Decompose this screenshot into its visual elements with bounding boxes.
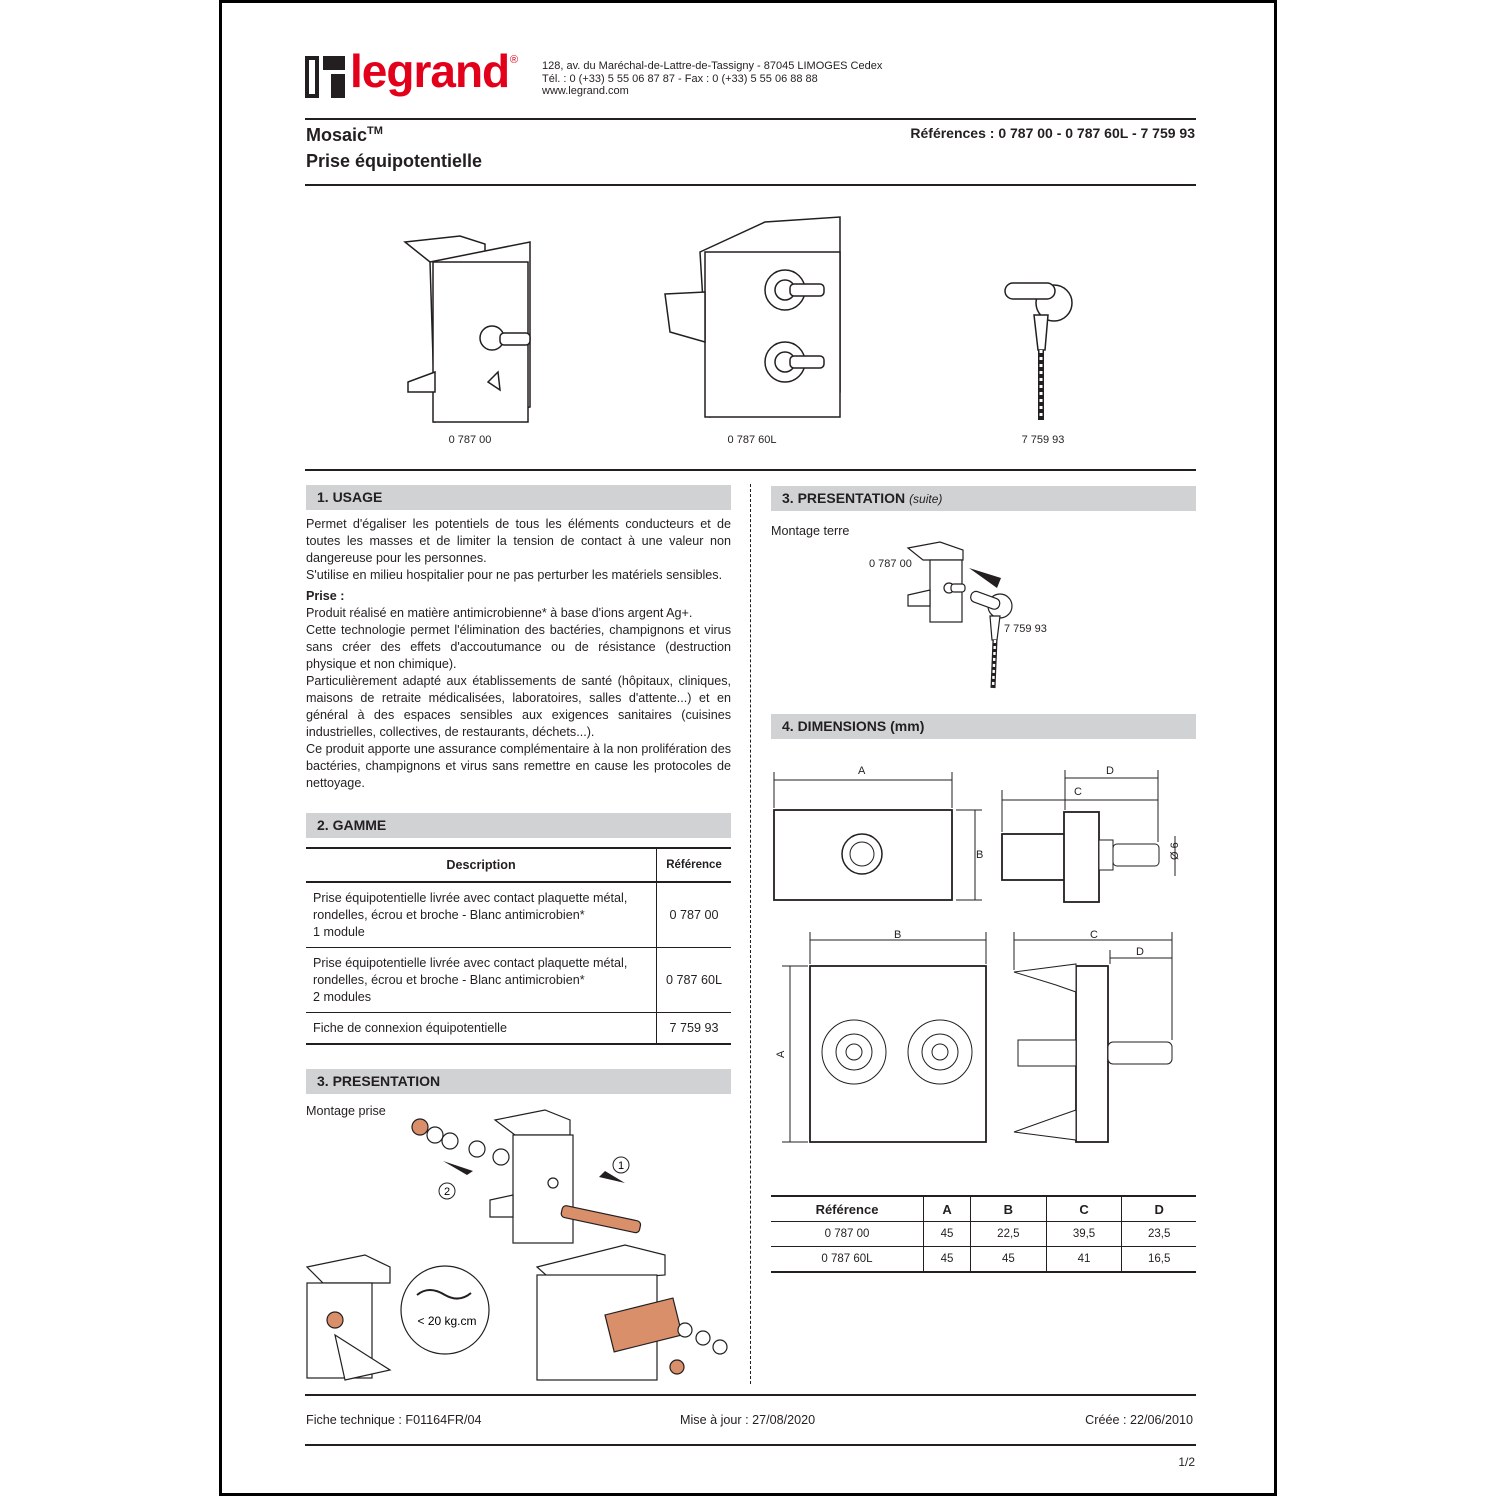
dimensions-drawing — [770, 760, 1200, 1160]
website-link[interactable]: www.legrand.com — [542, 85, 629, 97]
registered-mark: ® — [510, 54, 519, 66]
table-row: 0 787 60L 45 45 41 16,5 — [771, 1247, 1196, 1273]
table-row: 0 787 00 45 22,5 39,5 23,5 — [771, 1222, 1196, 1247]
header-rule — [305, 118, 1196, 120]
logo-mark-icon — [305, 56, 345, 100]
col-description: Description — [306, 848, 657, 882]
date-creation: Créée : 22/06/2010 — [1085, 1413, 1193, 1427]
product-name: Mosaic™ — [306, 125, 383, 145]
footer-rule-bottom — [305, 1444, 1196, 1446]
dim-label-a: A — [858, 765, 866, 777]
footer-rule-top — [305, 1394, 1196, 1396]
title-rule — [305, 184, 1196, 186]
svg-text:1: 1 — [617, 1160, 625, 1172]
dim-label-diam: Ø 6 — [1169, 842, 1181, 860]
dim-label-a2: A — [775, 1050, 787, 1058]
usage-text — [306, 516, 731, 792]
reference-cell: 0 787 00 — [657, 882, 732, 948]
montage-prise-label: Montage prise — [306, 1104, 386, 1118]
reference-cell: 7 759 93 — [657, 1013, 732, 1045]
double-socket-module-drawing — [665, 212, 845, 422]
montage-prise-drawing — [305, 1105, 735, 1395]
table-header-row: Référence A B C D — [771, 1196, 1196, 1222]
drawings-rule — [305, 469, 1196, 471]
company-address — [542, 60, 882, 98]
table-header-row — [306, 848, 731, 882]
product-caption: 7 759 93 — [1021, 434, 1065, 446]
section-presentation-suite-heading: 3. PRESENTATION (suite) — [771, 486, 1196, 511]
connection-plug-drawing — [1000, 275, 1080, 425]
dim-label-d: D — [1106, 765, 1114, 777]
svg-text:2: 2 — [443, 1186, 451, 1198]
product-caption: 0 787 60L — [727, 434, 777, 446]
product-subtitle: Prise équipotentielle — [306, 151, 483, 171]
product-caption: 0 787 00 — [448, 434, 492, 446]
dim-label-c: C — [1074, 786, 1082, 798]
logo-wordmark: legrand — [350, 45, 510, 97]
reference-cell: 0 787 60L — [657, 948, 732, 1013]
montage-terre-drawing — [905, 540, 1025, 690]
usage-paragraph: S'utilise en milieu hospitalier pour ne pas perturber les matériels sensibles. — [306, 568, 723, 582]
prise-label: Prise : — [306, 589, 345, 603]
gamme-table — [306, 847, 731, 1045]
usage-paragraph: Produit réalisé en matière antimicrobienne* à base d'ions argent Ag+. — [306, 606, 693, 620]
dim-label-b: B — [976, 849, 984, 861]
single-socket-module-drawing — [400, 232, 550, 432]
section-usage-heading: 1. USAGE — [306, 485, 731, 510]
fiche-technique: Fiche technique : F01164FR/04 — [306, 1413, 482, 1427]
table-row: Fiche de connexion équipotentielle 7 759 93 — [306, 1013, 731, 1045]
legrand-logo — [305, 45, 535, 108]
column-divider — [750, 484, 751, 1384]
dim-label-b2: B — [894, 929, 902, 941]
table-row: Prise équipotentielle livrée avec contact plaquette métal, rondelles, écrou et broche - Blanc antimicrobien* 1 module 0 787 00 — [306, 882, 731, 948]
dim-label-d2: D — [1136, 946, 1144, 958]
dimensions-table — [771, 1195, 1196, 1273]
plug-label: 7 759 93 — [1004, 623, 1047, 635]
col-reference: Référence — [657, 848, 732, 882]
usage-paragraph: Permet d'égaliser les potentiels de tous les éléments conducteurs et de toutes les masses et de limiter la tension de contact à une valeur non dangereuse pour les personnes. — [306, 517, 731, 565]
dim-label-c2: C — [1090, 929, 1098, 941]
socket-label: 0 787 00 — [869, 558, 912, 570]
references: Références : 0 787 00 - 0 787 60L - 7 759 93 — [910, 125, 1195, 141]
montage-terre-label: Montage terre — [771, 524, 850, 538]
table-row: Prise équipotentielle livrée avec contact plaquette métal, rondelles, écrou et broche - Blanc antimicrobien* 2 modules 0 787 60L — [306, 948, 731, 1013]
address-line: 128, av. du Maréchal-de-Lattre-de-Tassigny - 87045 LIMOGES Cedex — [542, 60, 883, 72]
torque-label: < 20 kg.cm — [417, 1314, 477, 1328]
section-presentation-heading: 3. PRESENTATION — [306, 1069, 731, 1094]
phone-line: Tél. : 0 (+33) 5 55 06 87 87 - Fax : 0 (+33) 5 55 06 88 88 — [542, 72, 818, 85]
mise-a-jour: Mise à jour : 27/08/2020 — [680, 1413, 816, 1427]
section-gamme-heading: 2. GAMME — [306, 813, 731, 838]
usage-paragraph: Cette technologie permet l'élimination des bactéries, champignons et virus sans créer des effets d'accoutumance ou de résistance (destruction physique et non chimique). — [306, 623, 731, 671]
usage-paragraph: Ce produit apporte une assurance complémentaire à la non prolifération des bactéries, champignons et virus sans remettre en cause les protocoles de nettoyage. — [306, 742, 731, 790]
section-dimensions-heading: 4. DIMENSIONS (mm) — [771, 714, 1196, 739]
usage-paragraph: Particulièrement adapté aux établissements de santé (hôpitaux, cliniques, maisons de retraite médicalisées, laboratoires, salles d'attente...) et en général à des espaces sensibles aux exigences sanitaires (cuisines industrielles, collectives, de restaurants, déchets...). — [306, 674, 731, 739]
page-number: 1/2 — [1178, 1455, 1195, 1469]
